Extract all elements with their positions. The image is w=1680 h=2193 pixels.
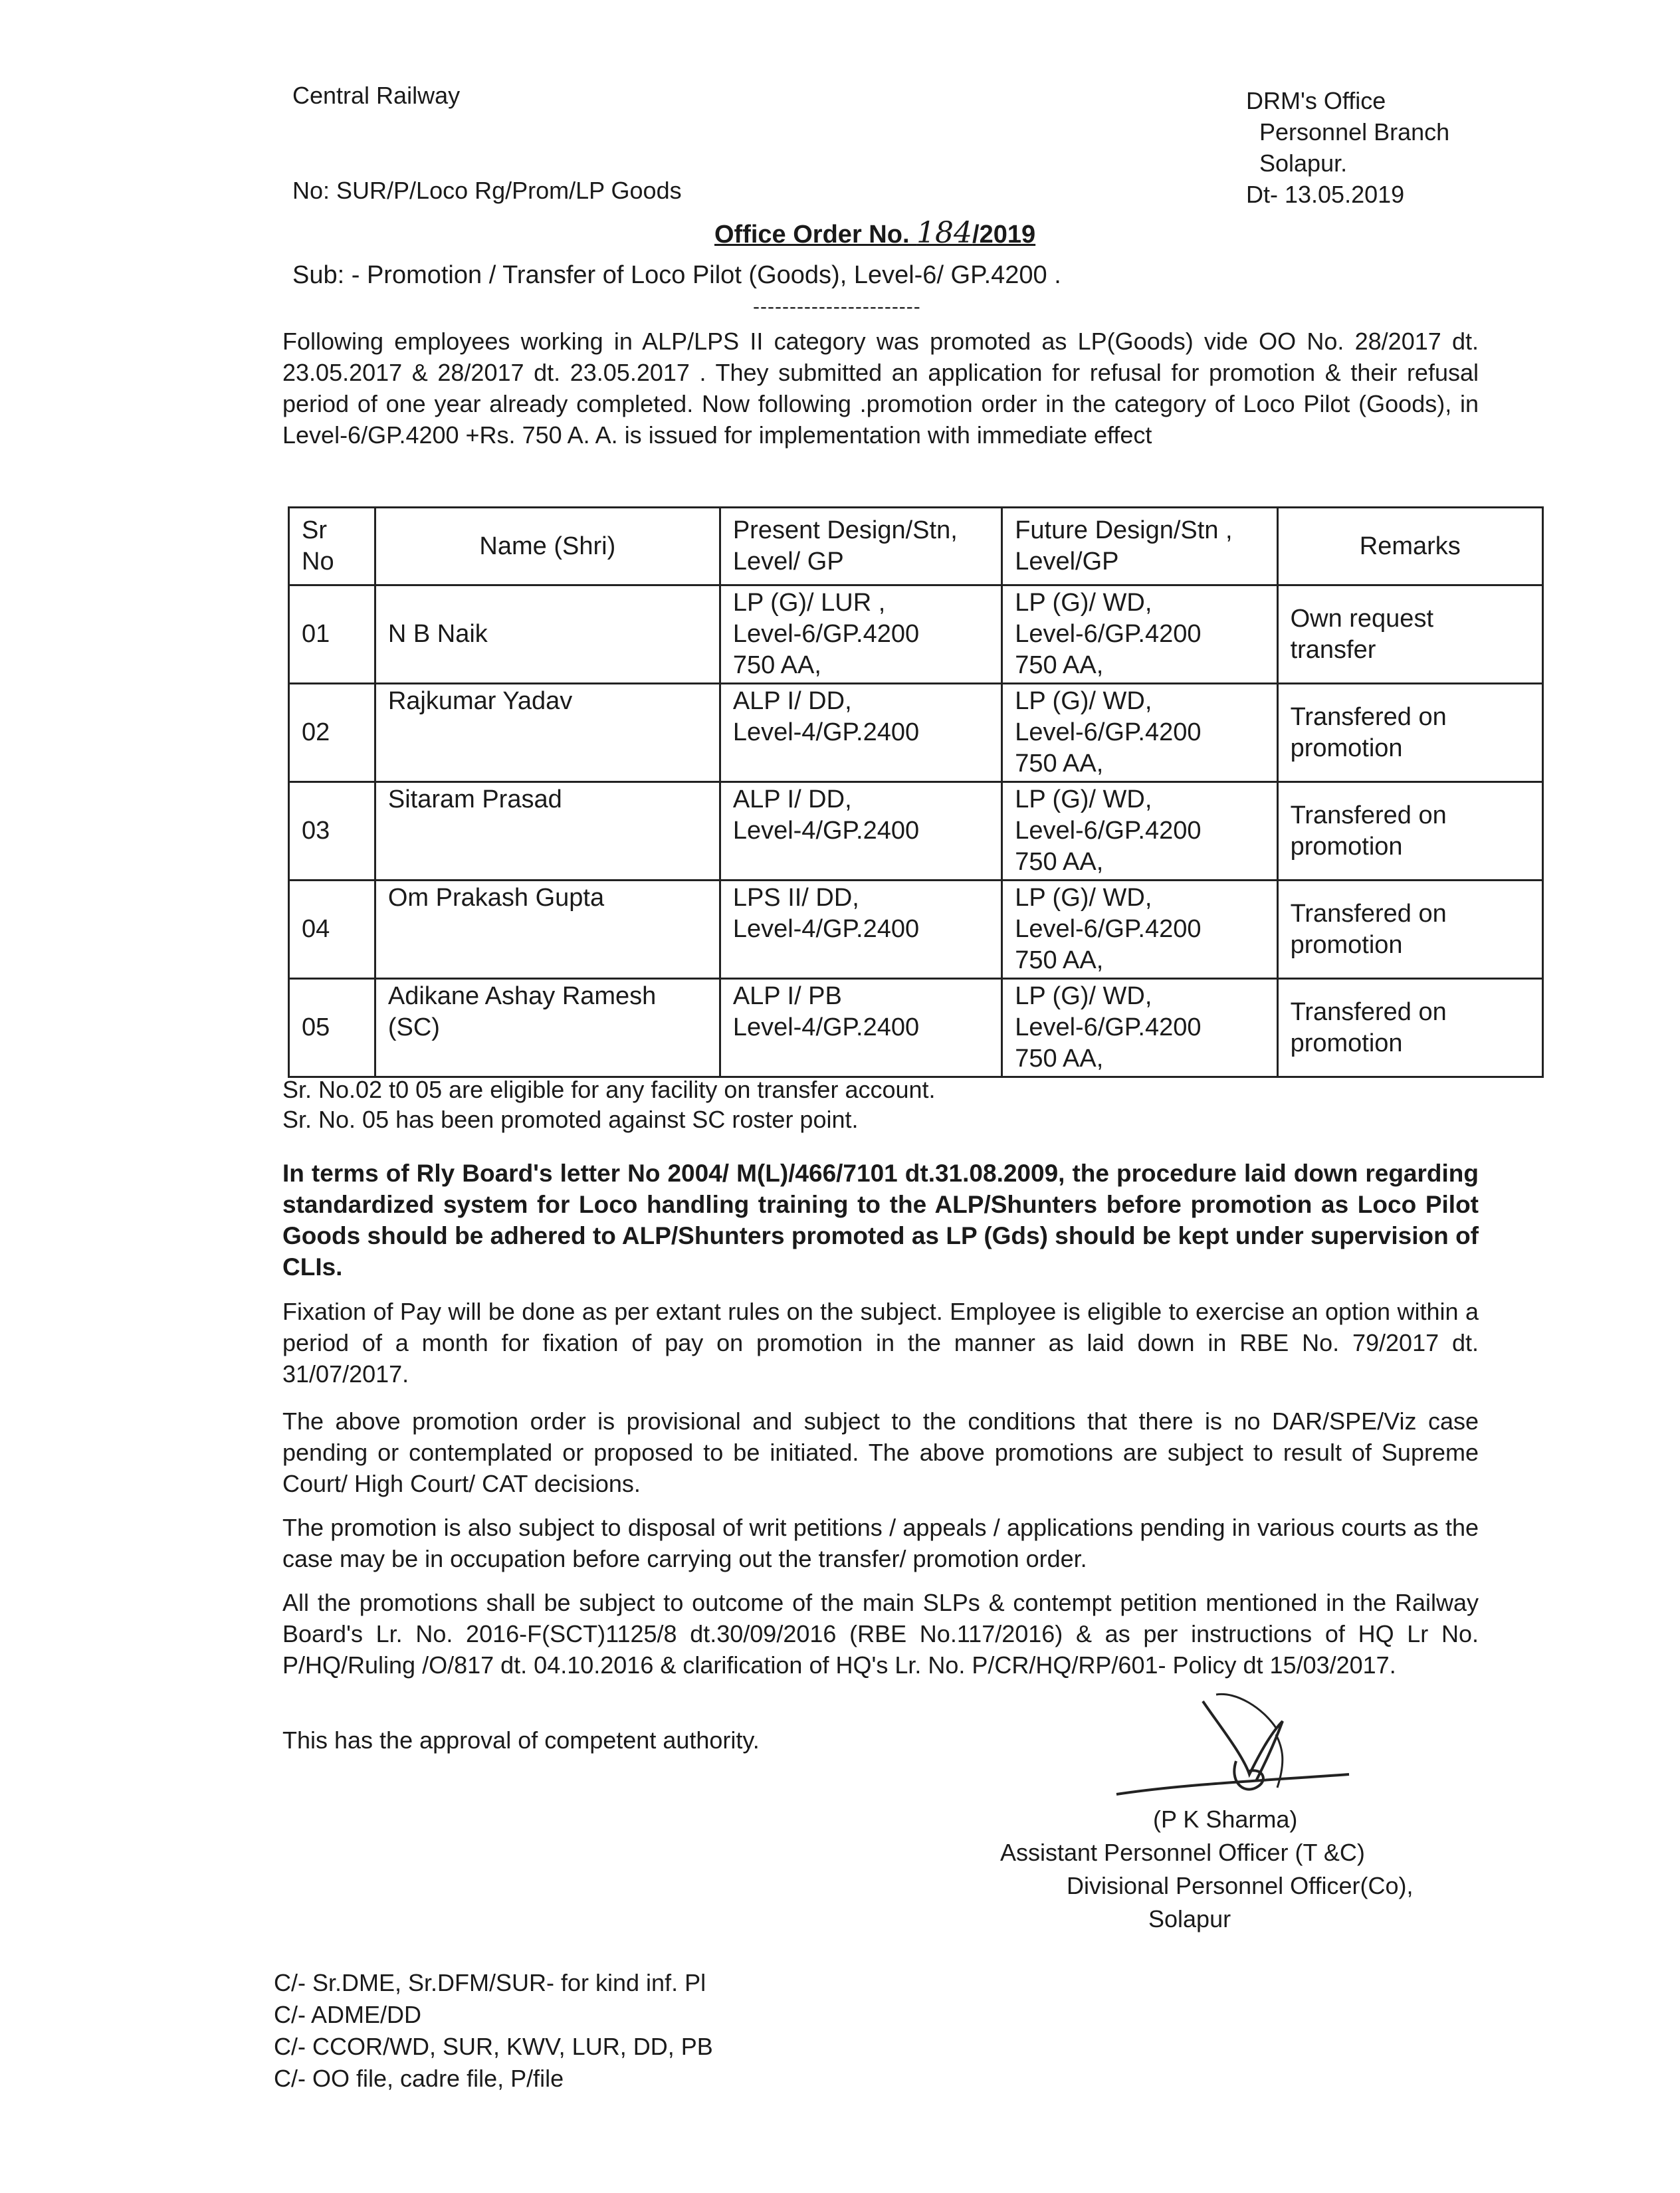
copy-to-item: C/- CCOR/WD, SUR, KWV, LUR, DD, PB	[274, 2033, 713, 2060]
present-line: LPS II/ DD,	[732, 884, 859, 912]
pay-fixation-paragraph: Fixation of Pay will be done as per extant rules on the subject. Employee is eligible to exercise an option within a period of a month for fixation of pay on promotion in the manner as laid down in RBE No. 79/2017 dt. 31/07/2017.	[282, 1298, 1479, 1388]
slp-paragraph: All the promotions shall be subject to outcome of the main SLPs & contempt petition mentioned in the Railway Board's Lr. No. 2016-F(SCT)1125/8 dt.30/09/2016 (RBE No.117/2016) & as per instructions of HQ Lr No. P/HQ/Ruling /O/817 dt. 04.10.2016 & clarification of HQ's Lr. No. P/CR/HQ/RP/601- Policy dt 15/03/2017.	[282, 1589, 1479, 1679]
office-line: DRM's Office	[1246, 87, 1386, 114]
present-line: LP (G)/ LUR ,	[732, 589, 886, 617]
writ-petitions-paragraph: The promotion is also subject to disposal of writ petitions / appeals / applications pending in various courts as the case may be in occupation before carrying out the transfer/ promotion order.	[282, 1514, 1479, 1572]
future-line: LP (G)/ WD,	[1015, 982, 1152, 1010]
future-line: Level-6/GP.4200	[1015, 718, 1202, 746]
office-address	[1246, 85, 1449, 210]
future-line: Level-6/GP.4200	[1015, 1013, 1202, 1041]
remarks-line: Transfered on	[1290, 801, 1447, 829]
name-line: (SC)	[387, 1013, 440, 1041]
table-row	[289, 979, 1543, 1077]
future-line: Level-6/GP.4200	[1015, 817, 1202, 845]
sr-cell: 01	[289, 585, 375, 684]
signatory-designation-2: Divisional Personnel Officer(Co),	[1067, 1872, 1414, 1899]
remarks-cell	[1277, 979, 1542, 1077]
name-cell	[375, 684, 720, 782]
office-line: Personnel Branch	[1259, 118, 1450, 146]
name-cell	[375, 585, 720, 684]
sr-cell: 02	[289, 684, 375, 782]
remarks-cell	[1277, 782, 1542, 881]
copy-to-item: C/- Sr.DME, Sr.DFM/SUR- for kind inf. Pl	[274, 1969, 706, 1996]
future-line: LP (G)/ WD,	[1015, 589, 1152, 617]
col-header-present: Present Design/Stn, Level/ GP	[720, 508, 1001, 585]
sr-cell: 03	[289, 782, 375, 881]
name-cell	[375, 782, 720, 881]
table-row	[289, 881, 1543, 979]
rly-board-instruction: In terms of Rly Board's letter No 2004/ M(L)/466/7101 dt.31.08.2009, the procedure laid down regarding standardized system for Loco handling training to the ALP/Shunters before promotion as Loco Pilot Goods should be adhered to ALP/Shunters promoted as LP (Gds) should be kept under supervision of CLIs.	[282, 1160, 1479, 1281]
name-line: Rajkumar Yadav	[387, 687, 573, 715]
table-row	[289, 782, 1543, 881]
note-line: Sr. No.02 t0 05 are eligible for any facility on transfer account.	[282, 1076, 936, 1103]
approval-line: This has the approval of competent authority.	[282, 1726, 760, 1754]
present-line: Level-4/GP.2400	[732, 718, 920, 746]
subject-separator: -----------------------	[753, 296, 921, 318]
name-cell	[375, 881, 720, 979]
col-header-future: Future Design/Stn , Level/GP	[1002, 508, 1277, 585]
reference-number: No: SUR/P/Loco Rg/Prom/LP Goods	[292, 177, 682, 204]
future-line: LP (G)/ WD,	[1015, 884, 1152, 912]
signatory-place: Solapur	[1148, 1905, 1231, 1932]
signatory-designation: Assistant Personnel Officer (T &C)	[1000, 1839, 1365, 1866]
remarks-line: promotion	[1290, 832, 1403, 861]
table-row	[289, 684, 1543, 782]
remarks-line: transfer	[1290, 635, 1376, 664]
future-line: Level-6/GP.4200	[1015, 620, 1202, 648]
org-name: Central Railway	[292, 82, 461, 109]
future-line: 750 AA,	[1015, 946, 1104, 974]
col-header-remarks: Remarks	[1277, 508, 1542, 585]
promotion-table	[288, 506, 1544, 1078]
present-cell	[720, 585, 1001, 684]
remarks-line: Own request	[1290, 604, 1434, 633]
present-cell	[720, 881, 1001, 979]
future-line: 750 AA,	[1015, 1045, 1104, 1073]
remarks-cell	[1277, 684, 1542, 782]
col-header-name: Name (Shri)	[375, 508, 720, 585]
sr-cell: 04	[289, 881, 375, 979]
future-line: 750 AA,	[1015, 651, 1104, 679]
future-line: LP (G)/ WD,	[1015, 687, 1152, 715]
present-line: Level-4/GP.2400	[732, 817, 920, 845]
present-line: 750 AA,	[732, 651, 821, 679]
intro-paragraph: Following employees working in ALP/LPS II category was promoted as LP(Goods) vide OO No. 28/2017 dt. 23.05.2017 & 28/2017 dt. 23.05.2017 . They submitted an application for refusal for promotion & their refusal period of one year already completed. Now following .promotion order in the category of Loco Pilot (Goods), in Level-6/GP.4200 +Rs. 750 A. A. is issued for implementation with immediate effect	[282, 328, 1479, 449]
office-line: Solapur.	[1259, 150, 1348, 177]
future-line: Level-6/GP.4200	[1015, 915, 1202, 943]
name-line: Adikane Ashay Ramesh	[387, 982, 657, 1010]
future-cell	[1002, 585, 1277, 684]
future-cell	[1002, 782, 1277, 881]
remarks-line: promotion	[1290, 1029, 1403, 1057]
order-title-prefix: Office Order No.	[714, 221, 910, 249]
copy-to-item: C/- ADME/DD	[274, 2001, 422, 2028]
sr-cell: 05	[289, 979, 375, 1077]
remarks-line: Transfered on	[1290, 702, 1447, 731]
future-cell	[1002, 684, 1277, 782]
present-line: ALP I/ DD,	[732, 687, 852, 715]
table-row	[289, 585, 1543, 684]
future-cell	[1002, 979, 1277, 1077]
handwritten-order-number: 184	[916, 216, 973, 250]
present-line: ALP I/ DD,	[732, 785, 852, 813]
remarks-line: promotion	[1290, 930, 1403, 959]
note-line: Sr. No. 05 has been promoted against SC roster point.	[282, 1106, 859, 1133]
name-line: Om Prakash Gupta	[387, 884, 605, 912]
remarks-line: Transfered on	[1290, 997, 1447, 1026]
present-line: Level-6/GP.4200	[732, 620, 920, 648]
present-cell	[720, 979, 1001, 1077]
copy-to-item: C/- OO file, cadre file, P/file	[274, 2065, 564, 2092]
present-cell	[720, 684, 1001, 782]
subject-line: Sub: - Promotion / Transfer of Loco Pilot (Goods), Level-6/ GP.4200 .	[292, 261, 1061, 289]
present-line: ALP I/ PB	[732, 982, 842, 1010]
name-line: N B Naik	[387, 620, 488, 648]
remarks-line: Transfered on	[1290, 899, 1447, 928]
future-line: 750 AA,	[1015, 848, 1104, 876]
col-header-sr: Sr No	[289, 508, 375, 585]
present-line: Level-4/GP.2400	[732, 915, 920, 943]
future-cell	[1002, 881, 1277, 979]
remarks-cell	[1277, 881, 1542, 979]
present-cell	[720, 782, 1001, 881]
table-notes	[282, 1075, 936, 1134]
signatory-name: (P K Sharma)	[1153, 1806, 1298, 1833]
order-date: Dt- 13.05.2019	[1246, 181, 1405, 208]
name-cell	[375, 979, 720, 1077]
name-line: Sitaram Prasad	[387, 785, 562, 813]
remarks-cell	[1277, 585, 1542, 684]
order-year: /2019	[972, 221, 1036, 249]
table-header-row	[289, 508, 1543, 585]
provisional-paragraph: The above promotion order is provisional and subject to the conditions that there is no DAR/SPE/Viz case pending or contemplated or proposed to be initiated. The above promotions are subject to result of Supreme Court/ High Court/ CAT decisions.	[282, 1408, 1479, 1497]
copy-to-list	[274, 1967, 713, 2095]
future-line: LP (G)/ WD,	[1015, 785, 1152, 813]
future-line: 750 AA,	[1015, 750, 1104, 778]
office-order-title	[714, 216, 1035, 250]
remarks-line: promotion	[1290, 734, 1403, 762]
present-line: Level-4/GP.2400	[732, 1013, 920, 1041]
